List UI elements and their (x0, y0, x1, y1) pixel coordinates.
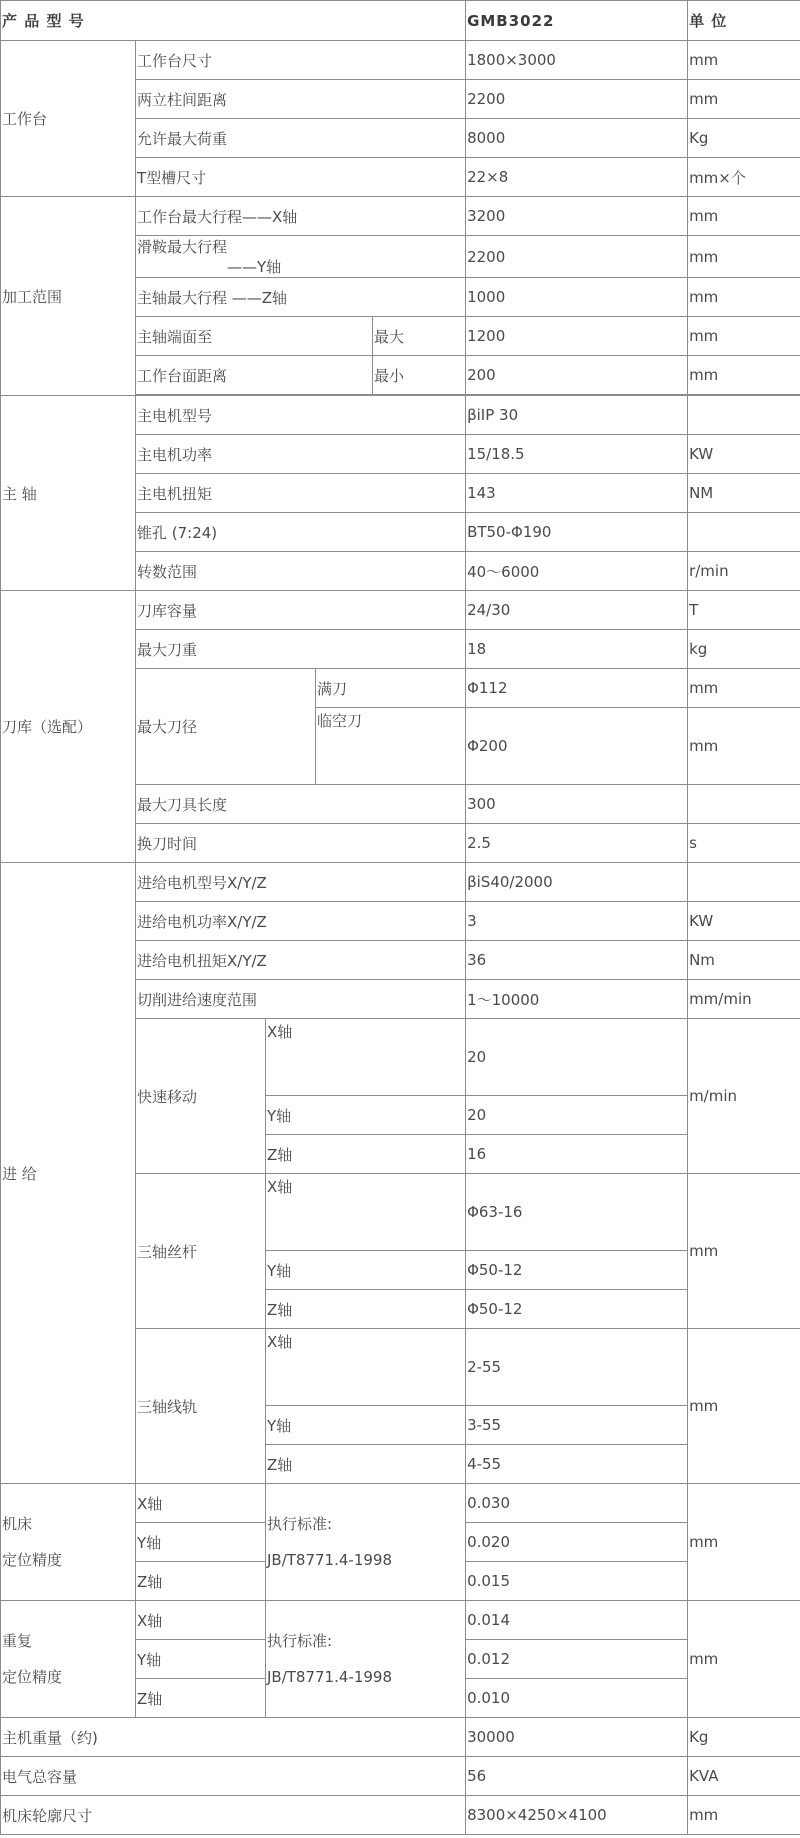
label-line: 机床 (2, 1515, 33, 1533)
spec-name: 主轴最大行程 ——Z轴 (136, 278, 466, 317)
spec-unit: mm (688, 41, 800, 80)
spec-value: 4-55 (466, 1445, 688, 1484)
spec-value: 18 (466, 630, 688, 669)
spec-name: 进给电机型号X/Y/Z (136, 863, 466, 902)
spec-unit: r/min (688, 552, 800, 591)
spec-unit: Kg (688, 1718, 800, 1757)
standard-note (266, 1484, 466, 1601)
spec-value: 2-55 (466, 1329, 688, 1406)
spec-unit: Kg (688, 119, 800, 158)
section-label-feed: 进 给 (1, 863, 136, 1484)
axis-label: Y轴 (266, 1096, 466, 1135)
spec-name: 进给电机扭矩X/Y/Z (136, 941, 466, 980)
spec-value: 143 (466, 474, 688, 513)
spec-name: 刀库容量 (136, 591, 466, 630)
spec-name: 进给电机功率X/Y/Z (136, 902, 466, 941)
spec-name: 主电机扭矩 (136, 474, 466, 513)
spec-unit: mm (688, 317, 800, 356)
header-item: 产 品 型 号 (1, 1, 466, 41)
standard-line: 执行标准: (267, 1632, 333, 1650)
spec-value: Φ200 (466, 708, 688, 785)
spec-unit: T (688, 591, 800, 630)
spec-sub-label: 满刀 (316, 669, 466, 708)
spec-unit (688, 396, 800, 435)
spec-unit: mm×个 (688, 158, 800, 197)
spec-unit: mm (688, 669, 800, 708)
spec-name-line: ——Y轴 (227, 257, 282, 276)
standard-line: 执行标准: (267, 1515, 333, 1533)
spec-name: 工作台面距离 (136, 356, 373, 395)
spec-name: 主电机型号 (136, 396, 466, 435)
spec-sub-label: 最大 (373, 317, 466, 356)
label-line: 定位精度 (2, 1551, 63, 1569)
spec-value: 30000 (466, 1718, 688, 1757)
spec-value: 15/18.5 (466, 435, 688, 474)
spec-value: 200 (466, 356, 688, 395)
spec-unit: mm (688, 1601, 800, 1718)
standard-line: JB/T8771.4-1998 (267, 1668, 393, 1686)
axis-label: X轴 (136, 1601, 266, 1640)
standard-note (266, 1601, 466, 1718)
spec-name-line: 滑鞍最大行程 (137, 237, 228, 256)
table-row (1, 396, 800, 435)
spec-sub-label: 临空刀 (316, 708, 466, 785)
spec-name: 允许最大荷重 (136, 119, 466, 158)
label-line: 重复 (2, 1632, 33, 1650)
spec-unit: mm (688, 356, 800, 395)
spec-value: Φ50-12 (466, 1290, 688, 1329)
spec-value: 0.014 (466, 1601, 688, 1640)
spec-value: 300 (466, 785, 688, 824)
axis-label: X轴 (266, 1019, 466, 1096)
spec-value: 0.015 (466, 1562, 688, 1601)
axis-label: Y轴 (266, 1406, 466, 1445)
spec-name: 机床轮廓尺寸 (1, 1796, 466, 1835)
spec-name: 电气总容量 (1, 1757, 466, 1796)
spec-value: Φ63-16 (466, 1174, 688, 1251)
spec-unit: mm (688, 1174, 800, 1329)
spec-value: 0.030 (466, 1484, 688, 1523)
standard-line: JB/T8771.4-1998 (267, 1551, 393, 1569)
spec-value: 1～10000 (466, 980, 688, 1019)
spec-value: 2200 (466, 236, 688, 278)
table-row (1, 863, 800, 902)
spec-unit (688, 863, 800, 902)
spec-value: 20 (466, 1096, 688, 1135)
spec-unit: s (688, 824, 800, 863)
spec-value: βiS40/2000 (466, 863, 688, 902)
spec-value: βiIP 30 (466, 396, 688, 435)
table-row (1, 1718, 800, 1757)
spec-unit: Nm (688, 941, 800, 980)
spec-unit: mm (688, 1796, 800, 1835)
spec-value: Φ50-12 (466, 1251, 688, 1290)
header-unit: 单 位 (688, 1, 800, 41)
spec-name: T型槽尺寸 (136, 158, 466, 197)
spec-unit: mm (688, 1329, 800, 1484)
spec-unit: mm (688, 197, 800, 236)
spec-name: 最大刀具长度 (136, 785, 466, 824)
section-label-repeat (1, 1601, 136, 1718)
section-label-range: 加工范围 (1, 197, 136, 396)
spec-name: 三轴线轨 (136, 1329, 266, 1484)
spec-name: 转数范围 (136, 552, 466, 591)
spec-name: 工作台最大行程——X轴 (136, 197, 466, 236)
spec-name: 主电机功率 (136, 435, 466, 474)
spec-value: 2.5 (466, 824, 688, 863)
spec-name: 切削进给速度范围 (136, 980, 466, 1019)
spec-value: 3 (466, 902, 688, 941)
spec-value: 40～6000 (466, 552, 688, 591)
spec-value: BT50-Φ190 (466, 513, 688, 552)
spec-value: 0.020 (466, 1523, 688, 1562)
spec-unit (688, 513, 800, 552)
spec-value: 1800×3000 (466, 41, 688, 80)
axis-label: Z轴 (266, 1445, 466, 1484)
table-row (1, 1601, 800, 1640)
section-label-worktable: 工作台 (1, 41, 136, 197)
spec-name-y-stroke (136, 236, 466, 278)
axis-label: Z轴 (136, 1562, 266, 1601)
table-row (1, 1796, 800, 1835)
spec-value: 8300×4250×4100 (466, 1796, 688, 1835)
section-label-magazine: 刀库（选配） (1, 591, 136, 863)
spec-name: 换刀时间 (136, 824, 466, 863)
spec-value: 0.012 (466, 1640, 688, 1679)
spec-name: 主轴端面至 (136, 317, 373, 356)
spec-name: 主机重量（约) (1, 1718, 466, 1757)
spec-unit: mm (688, 278, 800, 317)
spec-sub-label: 最小 (373, 356, 466, 395)
spec-value: 20 (466, 1019, 688, 1096)
spec-value: Φ112 (466, 669, 688, 708)
axis-label: X轴 (266, 1174, 466, 1251)
axis-label: X轴 (266, 1329, 466, 1406)
axis-label: X轴 (136, 1484, 266, 1523)
spec-name: 最大刀径 (136, 669, 316, 785)
spec-unit: mm (688, 236, 800, 278)
table-row (1, 41, 800, 80)
spec-unit: m/min (688, 1019, 800, 1174)
axis-label: Y轴 (266, 1251, 466, 1290)
axis-label: Y轴 (136, 1640, 266, 1679)
spec-value: 0.010 (466, 1679, 688, 1718)
spec-value: 24/30 (466, 591, 688, 630)
spec-unit: KW (688, 902, 800, 941)
axis-label: Y轴 (136, 1523, 266, 1562)
section-label-positioning (1, 1484, 136, 1601)
spec-unit: mm/min (688, 980, 800, 1019)
axis-label: Z轴 (266, 1290, 466, 1329)
spec-unit (688, 785, 800, 824)
spec-unit: mm (688, 708, 800, 785)
axis-label: Z轴 (136, 1679, 266, 1718)
spec-value: 2200 (466, 80, 688, 119)
table-row (1, 591, 800, 630)
spec-value: 36 (466, 941, 688, 980)
spec-value: 16 (466, 1135, 688, 1174)
spec-name: 三轴丝杆 (136, 1174, 266, 1329)
spec-name: 两立柱间距离 (136, 80, 466, 119)
spec-name: 快速移动 (136, 1019, 266, 1174)
spec-unit: NM (688, 474, 800, 513)
table-row (1, 1484, 800, 1523)
spec-name: 最大刀重 (136, 630, 466, 669)
table-row (1, 197, 800, 236)
spec-name: 锥孔 (7:24) (136, 513, 466, 552)
spec-value: 56 (466, 1757, 688, 1796)
header-row (1, 1, 800, 41)
spec-value: 3-55 (466, 1406, 688, 1445)
spec-name: 工作台尺寸 (136, 41, 466, 80)
spec-value: 3200 (466, 197, 688, 236)
spec-unit: KVA (688, 1757, 800, 1796)
label-line: 定位精度 (2, 1668, 63, 1686)
spec-unit: kg (688, 630, 800, 669)
spec-value: 8000 (466, 119, 688, 158)
spec-value: 1200 (466, 317, 688, 356)
spec-unit: mm (688, 1484, 800, 1601)
table-row (1, 1757, 800, 1796)
spec-value: 1000 (466, 278, 688, 317)
header-model: GMB3022 (466, 1, 688, 41)
section-label-spindle: 主 轴 (1, 396, 136, 591)
spec-unit: mm (688, 80, 800, 119)
axis-label: Z轴 (266, 1135, 466, 1174)
spec-value: 22×8 (466, 158, 688, 197)
spec-unit: KW (688, 435, 800, 474)
